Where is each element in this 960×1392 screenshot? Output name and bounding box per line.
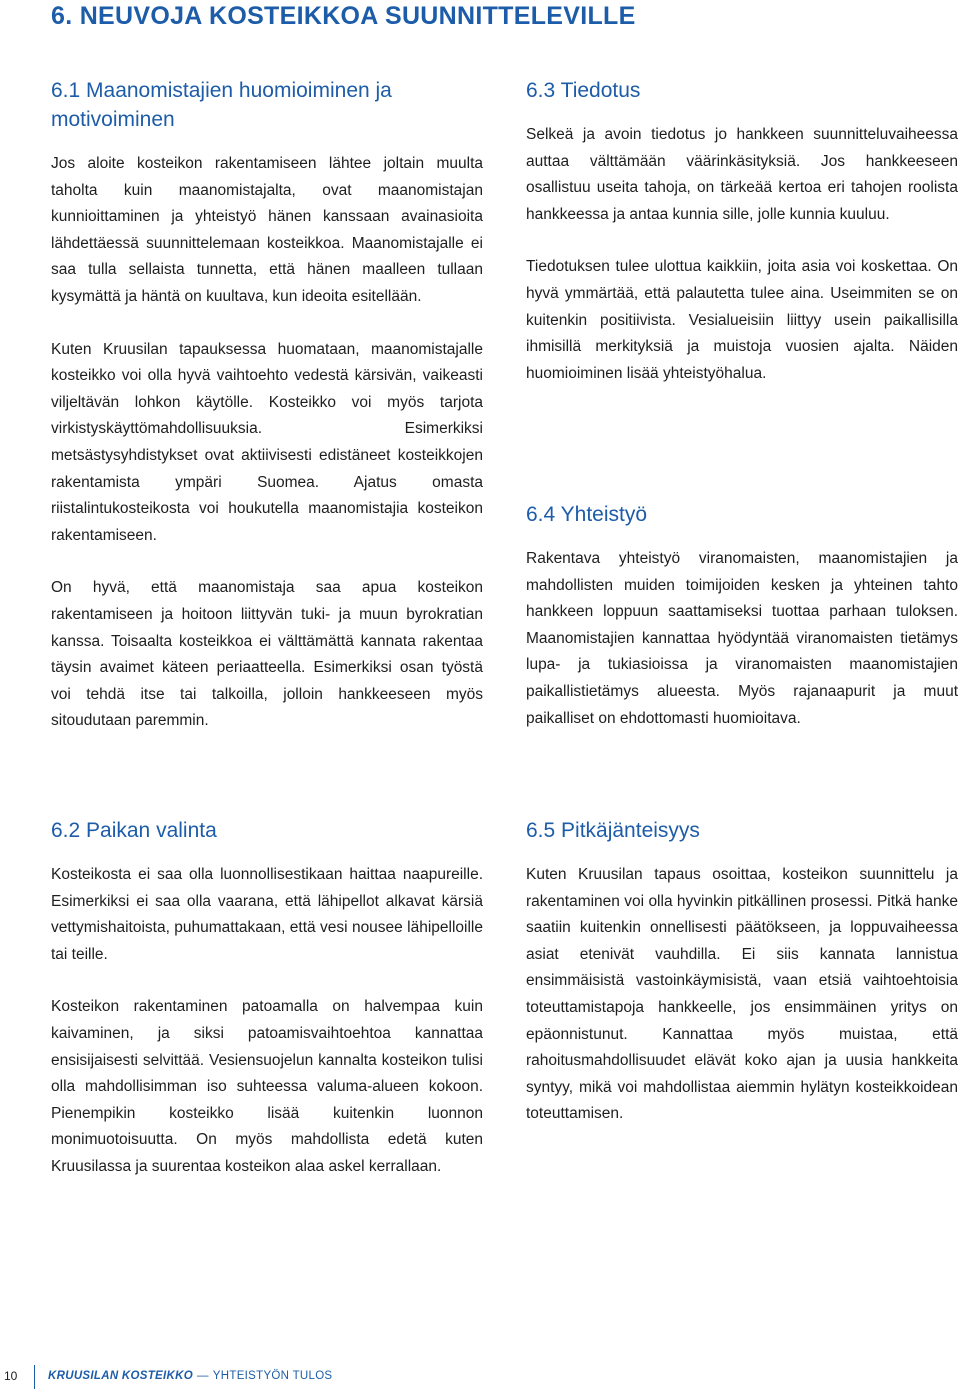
section-title-6-2: 6.2 Paikan valinta [51, 819, 217, 842]
footer-separator: — [196, 1370, 209, 1382]
paragraph-6-3-1: Selkeä ja avoin tiedotus jo hankkeen suunnitteluvaiheessa auttaa välttämään väärinkäsityksiä. Jos hankkeeseen osallistuu useita tahoja, on tärkeää kertoa eri tahojen roolista hankkeessa ja antaa kunnia sille, jolle kunnia kuuluu. [526, 126, 958, 223]
footer-subtitle: YHTEISTYÖN TULOS [212, 1370, 333, 1382]
paragraph-6-2-1: Kosteikosta ei saa olla luonnollisestikaan haittaa naapureille. Esimerkiksi ei saa olla vaarana, että lähipellot alkavat kärsiä vettymishaitoista, puhumattakaan, että vesi nousee lähipelloille tai teille. [51, 866, 483, 963]
chapter-title: 6. NEUVOJA KOSTEIKKOA SUUNNITTELEVILLE [51, 2, 636, 30]
paragraph-6-5-1: Kuten Kruusilan tapaus osoittaa, kosteikon suunnittelu ja rakentaminen voi olla hyvinkin pitkällinen prosessi. Pitkä hanke saatiin kuitenkin onnellisesti päätökseen, ja loppuvaiheessa asiat etenivät vauhdilla. Ei siis kannata lannistua ensimmäisistä vastoinkäymisistä, vaan etsiä vaihtoehtoisia toteuttamistapoja hankkeelle, jos ensimmäinen yritys on epäonnistunut. Kannattaa myös muistaa, että rahoitusmahdollisuudet elävät koko ajan ja uusia hankkeita syntyy, mikä voi mahdollistaa aiemmin hylätyn kosteikkoidean toteuttamisen. [526, 866, 958, 1123]
section-6-5 [526, 816, 958, 1128]
paragraph-6-4-1: Rakentava yhteistyö viranomaisten, maanomistajien ja mahdollisten muiden toimijoiden kesken ja yhteinen tahto hankkeen loppuun saattamiseksi tuottaa parhaan tuloksen. Maanomistajien kannattaa hyödyntää viranomaisten tietämys lupa- ja tukiasioissa ja viranomaisten maanomistajien paikallistietämys alueesta. Myös rajanaapurit ja muut paikalliset on ehdottomasti huomioitava. [526, 550, 958, 727]
paragraph-6-1-1: Jos aloite kosteikon rakentamiseen lähtee joltain muulta taholta kuin maanomistajalta, ovat maanomistajan kunnioittaminen ja yhteistyö hänen kanssaan avainasioita lähdettäessä suunnittelemaan kosteikkoa. Maanomistajalle ei saa tulla sellaista tunnetta, että hänen maalleen tullaan kysymättä ja häntä on kuultava, kun ideoita esitellään. [51, 155, 483, 305]
section-6-1 [51, 76, 483, 735]
paragraph-6-1-3: On hyvä, että maanomistaja saa apua kosteikon rakentamiseen ja hoitoon liittyvän tuki- ja muun byrokratian kanssa. Toisaalta kosteikkoa ei välttämättä kannata rakentaa täysin avaimet käteen periaatteella. Esimerkiksi osan työstä voi tehdä itse tai talkoilla, jolloin hankkeeseen myös sitoudutaan paremmin. [51, 579, 483, 730]
footer-brand-line [48, 1370, 332, 1382]
section-6-4 [526, 500, 958, 732]
paragraph-6-3-2: Tiedotuksen tulee ulottua kaikkiin, joita asia voi koskettaa. On hyvä ymmärtää, että palautetta tulee aina. Useimmiten se on kuitenkin positiivista. Vesialueisiin liittyy usein paikallisilla ihmisillä merkityksiä ja muistoja vuosien ajalta. Näiden huomioiminen lisää yhteistyöhalua. [526, 258, 958, 382]
section-6-2 [51, 816, 483, 1181]
page-footer [0, 1365, 960, 1389]
section-title-6-5: 6.5 Pitkäjänteisyys [526, 819, 700, 842]
footer-divider [34, 1365, 35, 1389]
page-number: 10 [4, 1369, 18, 1383]
section-title-6-3: 6.3 Tiedotus [526, 79, 641, 102]
section-title-6-4: 6.4 Yhteistyö [526, 503, 648, 526]
paragraph-6-1-2: Kuten Kruusilan tapauksessa huomataan, maanomistajalle kosteikko voi olla hyvä vaihtoehto vedestä kärsivän, vaikeasti viljeltävän lohkon käytölle. Kosteikko voi myös tarjota virkistyskäyttömahdollisuuksia. Esimerkiksi metsästysyhdistykset ovat aktiivisesti edistäneet kosteikkojen rakentamista ympäri Suomea. Ajatus omasta riistalintukosteikosta voi houkutella maanomistajia kosteikon rakentamiseen. [51, 340, 483, 544]
paragraph-6-2-2: Kosteikon rakentaminen patoamalla on halvempaa kuin kaivaminen, ja siksi patoamisvaihtoehtoa kannattaa ensisijaisesti selvittää. Vesiensuojelun kannalta kosteikon tulisi olla mahdollisimman iso suhteessa valuma-alueen kokoon. Pienempikin kosteikko lisää kuitenkin luonnon monimuotoisuutta. On myös mahdollista edetä kuten Kruusilassa ja suurentaa kosteikon alaa askel kerrallaan. [51, 998, 483, 1175]
section-title-6-1: 6.1 Maanomistajien huomioiminen ja motivoiminen [51, 79, 392, 131]
footer-brand: KRUUSILAN KOSTEIKKO [48, 1370, 193, 1382]
section-6-3 [526, 76, 958, 387]
